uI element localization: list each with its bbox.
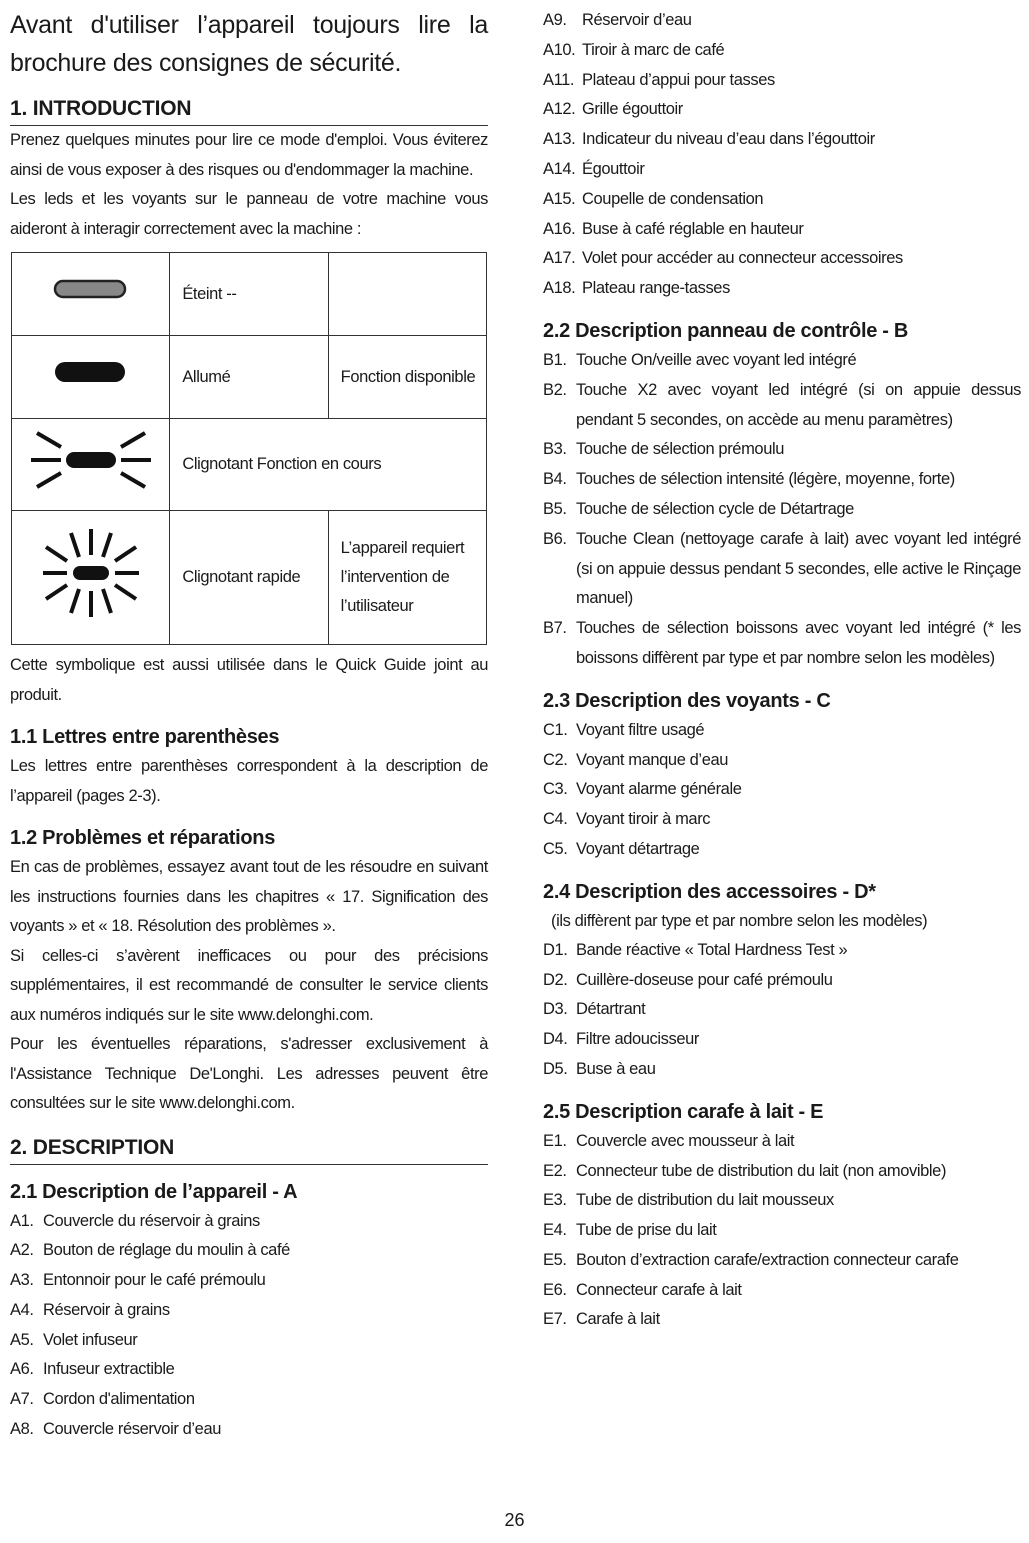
led-fast-blinking-icon xyxy=(12,511,170,645)
list-item: C2. Voyant manque d’eau xyxy=(543,750,729,769)
list-item: B2. Touche X2 avec voyant led intégré (si on appuie dessus pendant 5 secondes, on accède au menu paramètres) xyxy=(543,380,1021,429)
section-1-2-paragraph-2: Si celles-ci s’avèrent inefficaces ou pour des précisions supplémentaires, il est recommandé de consulter le service clients aux numéros indiqués sur le site www.delonghi.com. xyxy=(10,946,488,1024)
list-item: A14. Égouttoir xyxy=(543,159,645,178)
led-on-icon xyxy=(12,336,170,419)
intro-paragraph-1: Prenez quelques minutes pour lire ce mode d'emploi. Vous éviterez ainsi de vous exposer à des risques ou d'endommager la machine. xyxy=(10,131,488,179)
section-2-3-title: 2.3 Description des voyants - C xyxy=(543,689,831,712)
table-row xyxy=(12,511,487,645)
list-item: B3. Touche de sélection prémoulu xyxy=(543,440,785,459)
section-2-1-title: 2.1 Description de l’appareil - A xyxy=(10,1180,298,1203)
list-item: A5. Volet infuseur xyxy=(10,1330,138,1349)
list-item: B5. Touche de sélection cycle de Détartrage xyxy=(543,499,854,518)
led-state-cell: Éteint -- xyxy=(170,253,328,336)
led-state-cell: Clignotant Fonction en cours xyxy=(170,419,487,511)
section-2-2-title: 2.2 Description panneau de contrôle - B xyxy=(543,319,909,342)
table-row xyxy=(12,419,487,511)
list-item: E6. Connecteur carafe à lait xyxy=(543,1280,742,1299)
list-item: D3. Détartrant xyxy=(543,1000,646,1019)
section-1-2-title: 1.2 Problèmes et réparations xyxy=(10,827,276,849)
intro-paragraph-3: Cette symbolique est aussi utilisée dans le Quick Guide joint au produit. xyxy=(10,656,488,704)
list-item: E2. Connecteur tube de distribution du lait (non amovible) xyxy=(543,1161,947,1180)
page-number: 26 xyxy=(504,1510,525,1530)
list-item: E4. Tube de prise du lait xyxy=(543,1221,717,1240)
section-introduction-title: 1. INTRODUCTION xyxy=(10,94,488,126)
list-item: A8. Couvercle réservoir d’eau xyxy=(10,1420,222,1439)
milk-carafe-list xyxy=(543,1127,1021,1336)
appliance-parts-list xyxy=(10,1207,488,1445)
list-item: B1. Touche On/veille avec voyant led intégré xyxy=(543,350,857,369)
list-item: A3. Entonnoir pour le café prémoulu xyxy=(10,1271,266,1290)
list-item: A9. Réservoir d’eau xyxy=(543,11,692,29)
list-item: A7. Cordon d'alimentation xyxy=(10,1390,195,1409)
list-item: A4. Réservoir à grains xyxy=(10,1300,170,1319)
list-item: A16. Buse à café réglable en hauteur xyxy=(543,219,804,238)
led-state-cell: Allumé xyxy=(170,336,328,419)
indicator-lights-list xyxy=(543,716,1021,865)
right-column xyxy=(543,6,1021,1335)
list-item: D5. Buse à eau xyxy=(543,1059,656,1078)
section-2-4-title: 2.4 Description des accessoires - D* xyxy=(543,880,876,903)
section-1-2-paragraph-3: Pour les éventuelles réparations, s'adresser exclusivement à l'Assistance Technique De'Longhi. Les adresses peuvent être consultées sur le site www.delonghi.com. xyxy=(10,1035,488,1112)
left-column xyxy=(10,6,488,1445)
list-item: B7. Touches de sélection boissons avec voyant led intégré (* les boissons diffèrent par type et par nombre selon les modèles) xyxy=(543,619,1021,667)
list-item: A6. Infuseur extractible xyxy=(10,1360,175,1379)
led-symbol-table xyxy=(11,252,487,645)
list-item: A11. Plateau d’appui pour tasses xyxy=(543,70,775,89)
table-row xyxy=(12,253,487,336)
list-item: A1. Couvercle du réservoir à grains xyxy=(10,1211,260,1230)
list-item: A17. Volet pour accéder au connecteur accessoires xyxy=(543,249,903,268)
list-item: A15. Coupelle de condensation xyxy=(543,189,764,208)
section-1-1-title: 1.1 Lettres entre parenthèses xyxy=(10,726,280,748)
section-1-2-paragraph-1: En cas de problèmes, essayez avant tout de les résoudre en suivant les instructions fournies dans les chapitres « 17. Signification des voyants » et « 18. Résolution des problèmes ». xyxy=(10,858,488,935)
list-item: A2. Bouton de réglage du moulin à café xyxy=(10,1241,290,1260)
led-meaning-cell xyxy=(328,253,486,336)
list-item: B4. Touches de sélection intensité (légère, moyenne, forte) xyxy=(543,470,955,489)
led-meaning-cell: Fonction disponible xyxy=(328,336,486,419)
led-meaning-cell: L’appareil requiert l’intervention de l’utilisateur xyxy=(328,511,486,645)
list-item: C3. Voyant alarme générale xyxy=(543,780,742,799)
list-item: C5. Voyant détartrage xyxy=(543,839,700,858)
list-item: D4. Filtre adoucisseur xyxy=(543,1030,700,1049)
list-item: B6. Touche Clean (nettoyage carafe à lait) avec voyant led intégré (si on appuie dessus pendant 5 secondes, elle active le Rinçage manuel) xyxy=(543,529,1021,608)
list-item: E3. Tube de distribution du lait mousseux xyxy=(543,1191,834,1210)
control-panel-list xyxy=(543,346,1021,674)
table-row xyxy=(12,336,487,419)
section-description-title: 2. DESCRIPTION xyxy=(10,1133,488,1165)
list-item: D1. Bande réactive « Total Hardness Test » xyxy=(543,940,848,959)
list-item: A13. Indicateur du niveau d’eau dans l’égouttoir xyxy=(543,130,875,149)
accessories-list xyxy=(543,936,1021,1085)
led-off-icon xyxy=(12,253,170,336)
led-state-cell: Clignotant rapide xyxy=(170,511,328,645)
list-item: A18. Plateau range-tasses xyxy=(543,279,730,298)
safety-warning: Avant d'utiliser l’appareil toujours lire la brochure des consignes de sécurité. xyxy=(10,11,488,77)
section-2-5-title: 2.5 Description carafe à lait - E xyxy=(543,1100,824,1123)
list-item: D2. Cuillère-doseuse pour café prémoulu xyxy=(543,970,833,989)
list-item: A12. Grille égouttoir xyxy=(543,100,683,119)
list-item: E7. Carafe à lait xyxy=(543,1310,660,1329)
list-item: C1. Voyant filtre usagé xyxy=(543,720,705,739)
list-item: E1. Couvercle avec mousseur à lait xyxy=(543,1131,795,1150)
led-blinking-icon xyxy=(12,419,170,511)
list-item: E5. Bouton d’extraction carafe/extraction connecteur carafe xyxy=(543,1250,959,1269)
section-1-1-paragraph: Les lettres entre parenthèses correspondent à la description de l’appareil (pages 2-3). xyxy=(10,757,488,805)
accessories-note: (ils diffèrent par type et par nombre selon les modèles) xyxy=(551,911,928,930)
intro-paragraph-2: Les leds et les voyants sur le panneau de votre machine vous aideront à interagir correctement avec la machine : xyxy=(10,190,488,238)
list-item: C4. Voyant tiroir à marc xyxy=(543,810,711,829)
appliance-parts-list-continued xyxy=(543,6,1021,304)
list-item: A10. Tiroir à marc de café xyxy=(543,40,725,59)
